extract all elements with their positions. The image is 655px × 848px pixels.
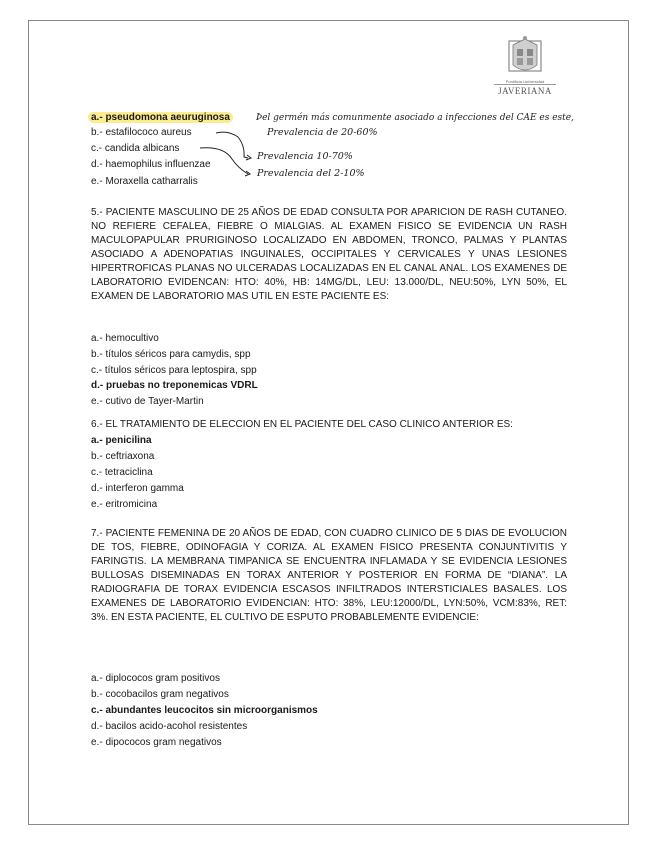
q7-option-d: d.- bacilos acido-acohol resistentes [91, 721, 248, 732]
q6-option-a: a.- penicilina [91, 435, 152, 446]
q6-option-b: b.- ceftriaxona [91, 451, 155, 462]
q5-option-e: e.- cutivo de Tayer-Martin [91, 396, 204, 407]
annotation-line-3: Prevalencia 10-70% [257, 151, 353, 162]
q7-option-b: b.- cocobacilos gram negativos [91, 689, 229, 700]
q5-stem: 5.- PACIENTE MASCULINO DE 25 AÑOS DE EDAD CONSULTA POR APARICION DE RASH CUTANEO. NO REFIERE CEFALEA, FIEBRE O MIALGIAS. AL EXAMEN FISICO SE EVIDENCIA UN RASH MACULOPAPULAR PRURIGINOSO LOCALIZADO EN ABDOMEN, TRONCO, PALMAS Y PLANTAS ASOCIADO A ADENOPATIAS INGUINALES, OCCIPITALES Y CERVICALES Y UNAS LESIONES HIPERTROFICAS PLANAS NO ULCERADAS LOCALIZADAS EN EL CANAL ANAL. LOS EXAMENES DE LABORATORIO EVIDENCAN: HTO: 40%, HB: 14MG/DL, LEU: 13.000/DL, NEU:50%, LYN 50%, EL EXAMEN DE LABORATORIO MAS UTIL EN ESTE PACIENTE ES: [91, 207, 567, 302]
q5-option-c: c.- títulos séricos para leptospira, spp [91, 365, 257, 376]
q6-option-c: c.- tetraciclina [91, 467, 153, 478]
q6-option-d: d.- interferon gamma [91, 483, 184, 494]
q4-option-d: d.- haemophilus influenzae [91, 159, 211, 170]
q5-option-d: d.- pruebas no treponemicas VDRL [91, 380, 258, 391]
q4-option-a: a.- pseudomona aeuruginosa [91, 111, 233, 124]
annotation-line-1: Þel germén más comunmente asociado a infecciones del CAE es este, [256, 113, 574, 123]
q4-option-c: c.- candida albicans [91, 143, 180, 154]
q6-option-e: e.- eritromicina [91, 499, 158, 510]
logo-name: JAVERIANA [494, 84, 556, 96]
university-logo [494, 35, 556, 105]
annotation-line-2: Prevalencia de 20-60% [267, 127, 378, 138]
q6-stem: 6.- EL TRATAMIENTO DE ELECCION EN EL PACIENTE DEL CASO CLINICO ANTERIOR ES: [91, 419, 513, 430]
q7-option-a: a.- diplococos gram positivos [91, 673, 220, 684]
logo-subtitle: Pontificia Universidad [505, 79, 545, 84]
q7-stem: 7.- PACIENTE FEMENINA DE 20 AÑOS DE EDAD, CON CUADRO CLINICO DE 5 DIAS DE EVOLUCION DE TOS, FIEBRE, ODINOFAGIA Y CORIZA. AL EXAMEN FISICO PRESENTA CONJUNTIVITIS Y FARINGTIS. LA MEMBRANA TIMPANICA SE ENCUENTRA INFLAMADA Y SE EVIDENCIA LESIONES BULLOSAS DISEMINADAS EN TORAX ANTERIOR Y POSTERIOR EN FORMA DE “DIANA”. LA RADIOGRAFIA DE TORAX EVIDENCIA ESCASOS INFILTRADOS INTERSTICIALES BASALES. LOS EXAMENES DE LABORATORIO EVIDENCIAN: HTO: 38%, LEU:12000/DL, LYN:50%, VCM:83%, RET: 3%. EN ESTA PACIENTE, EL CULTIVO DE ESPUTO PROBABLEMENTE EVIDENCIE: [91, 528, 567, 623]
q5-option-a: a.- hemocultivo [91, 333, 159, 344]
q5-option-b: b.- títulos séricos para camydis, spp [91, 349, 251, 360]
q7-option-e: e.- dipococos gram negativos [91, 737, 222, 748]
crest-icon [505, 35, 545, 77]
q7-option-c: c.- abundantes leucocitos sin microorganismos [91, 705, 318, 716]
annotation-line-4: Prevalencia del 2-10% [257, 168, 365, 179]
q4-option-b: b.- estafilococo aureus [91, 127, 192, 138]
q4-option-e: e.- Moraxella catharralis [91, 176, 198, 187]
